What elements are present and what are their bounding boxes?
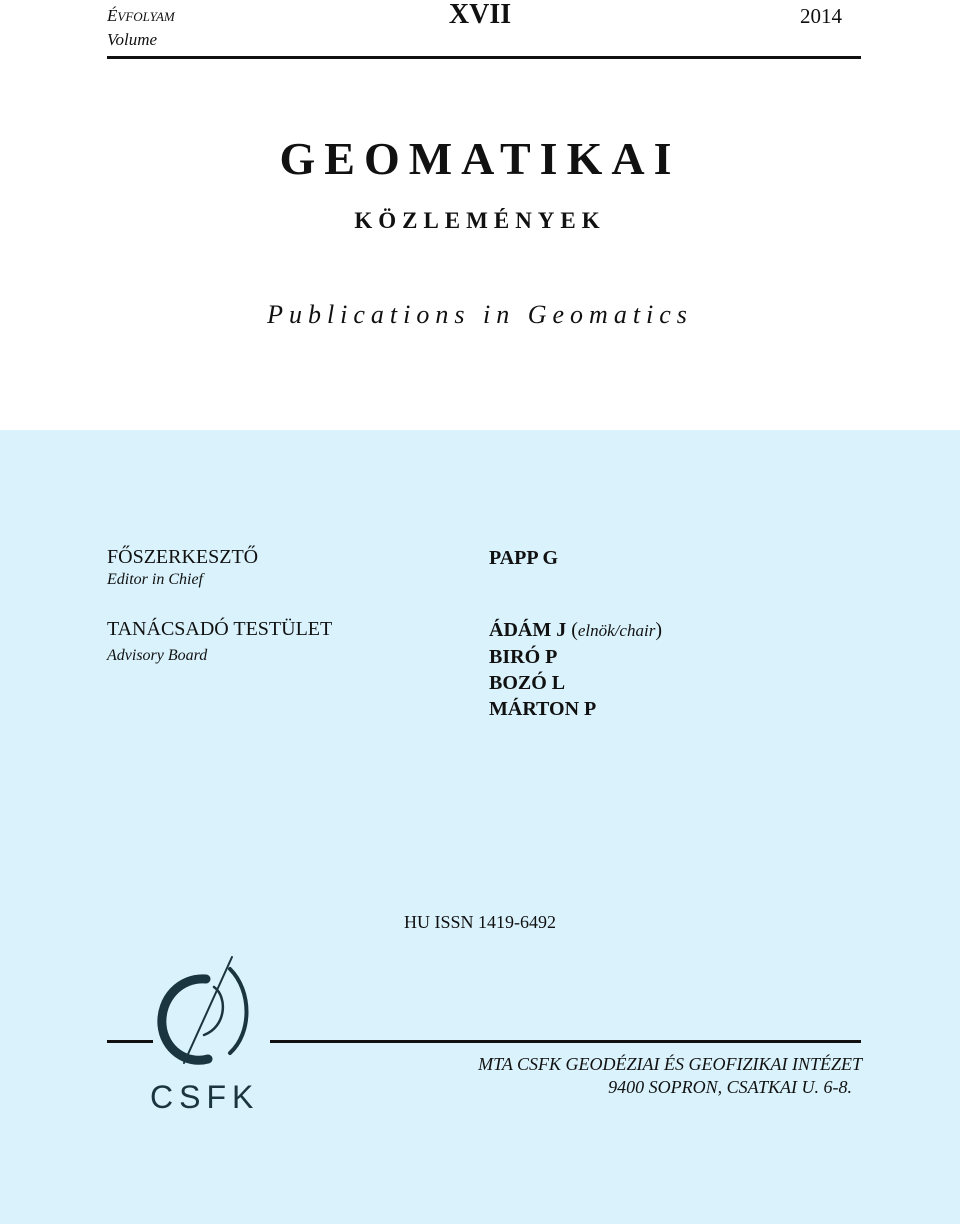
journal-english-title: Publications in Geomatics [267, 300, 693, 329]
board-role-hu: TANÁCSADÓ TESTÜLET [107, 618, 333, 640]
institute-address: 9400 SOPRON, CSATKAI U. 6-8. [608, 1077, 852, 1097]
board-chair-note: elnök/chair [577, 621, 656, 640]
institute-name-text: MTA CSFK GEODÉZIAI ÉS GEOFIZIKAI INTÉZET [478, 1054, 862, 1074]
volume-label-en: Volume [107, 30, 158, 49]
csfk-logo-text: CSFK [150, 1079, 260, 1115]
year: 2014 [800, 4, 842, 28]
editor-role-en: Editor in Chief [107, 571, 203, 588]
board-role-en: Advisory Board [107, 647, 208, 664]
csfk-logo-icon [146, 955, 256, 1065]
journal-title: GEOMATIKAI [279, 133, 681, 184]
volume-label-hu: ÉVFOLYAM [107, 6, 175, 25]
board-member: BOZÓ L [489, 672, 566, 694]
journal-subtitle: KÖZLEMÉNYEK [354, 208, 606, 233]
issn: HU ISSN 1419-6492 [403, 912, 556, 932]
board-member: MÁRTON P [489, 698, 597, 720]
editor-role-hu: FŐSZERKESZTŐ [107, 546, 259, 568]
header-rule [107, 56, 861, 59]
editor-name: PAPP G [489, 547, 559, 569]
board-chair: ÁDÁM J (elnök/chair) [489, 619, 662, 641]
institute-name [478, 1053, 862, 1075]
footer-rule-right [270, 1040, 861, 1043]
volume-number: XVII [448, 0, 512, 30]
board-chair-name: ÁDÁM J [489, 619, 567, 641]
board-member: BIRÓ P [489, 646, 558, 668]
board-member-list [489, 617, 662, 722]
